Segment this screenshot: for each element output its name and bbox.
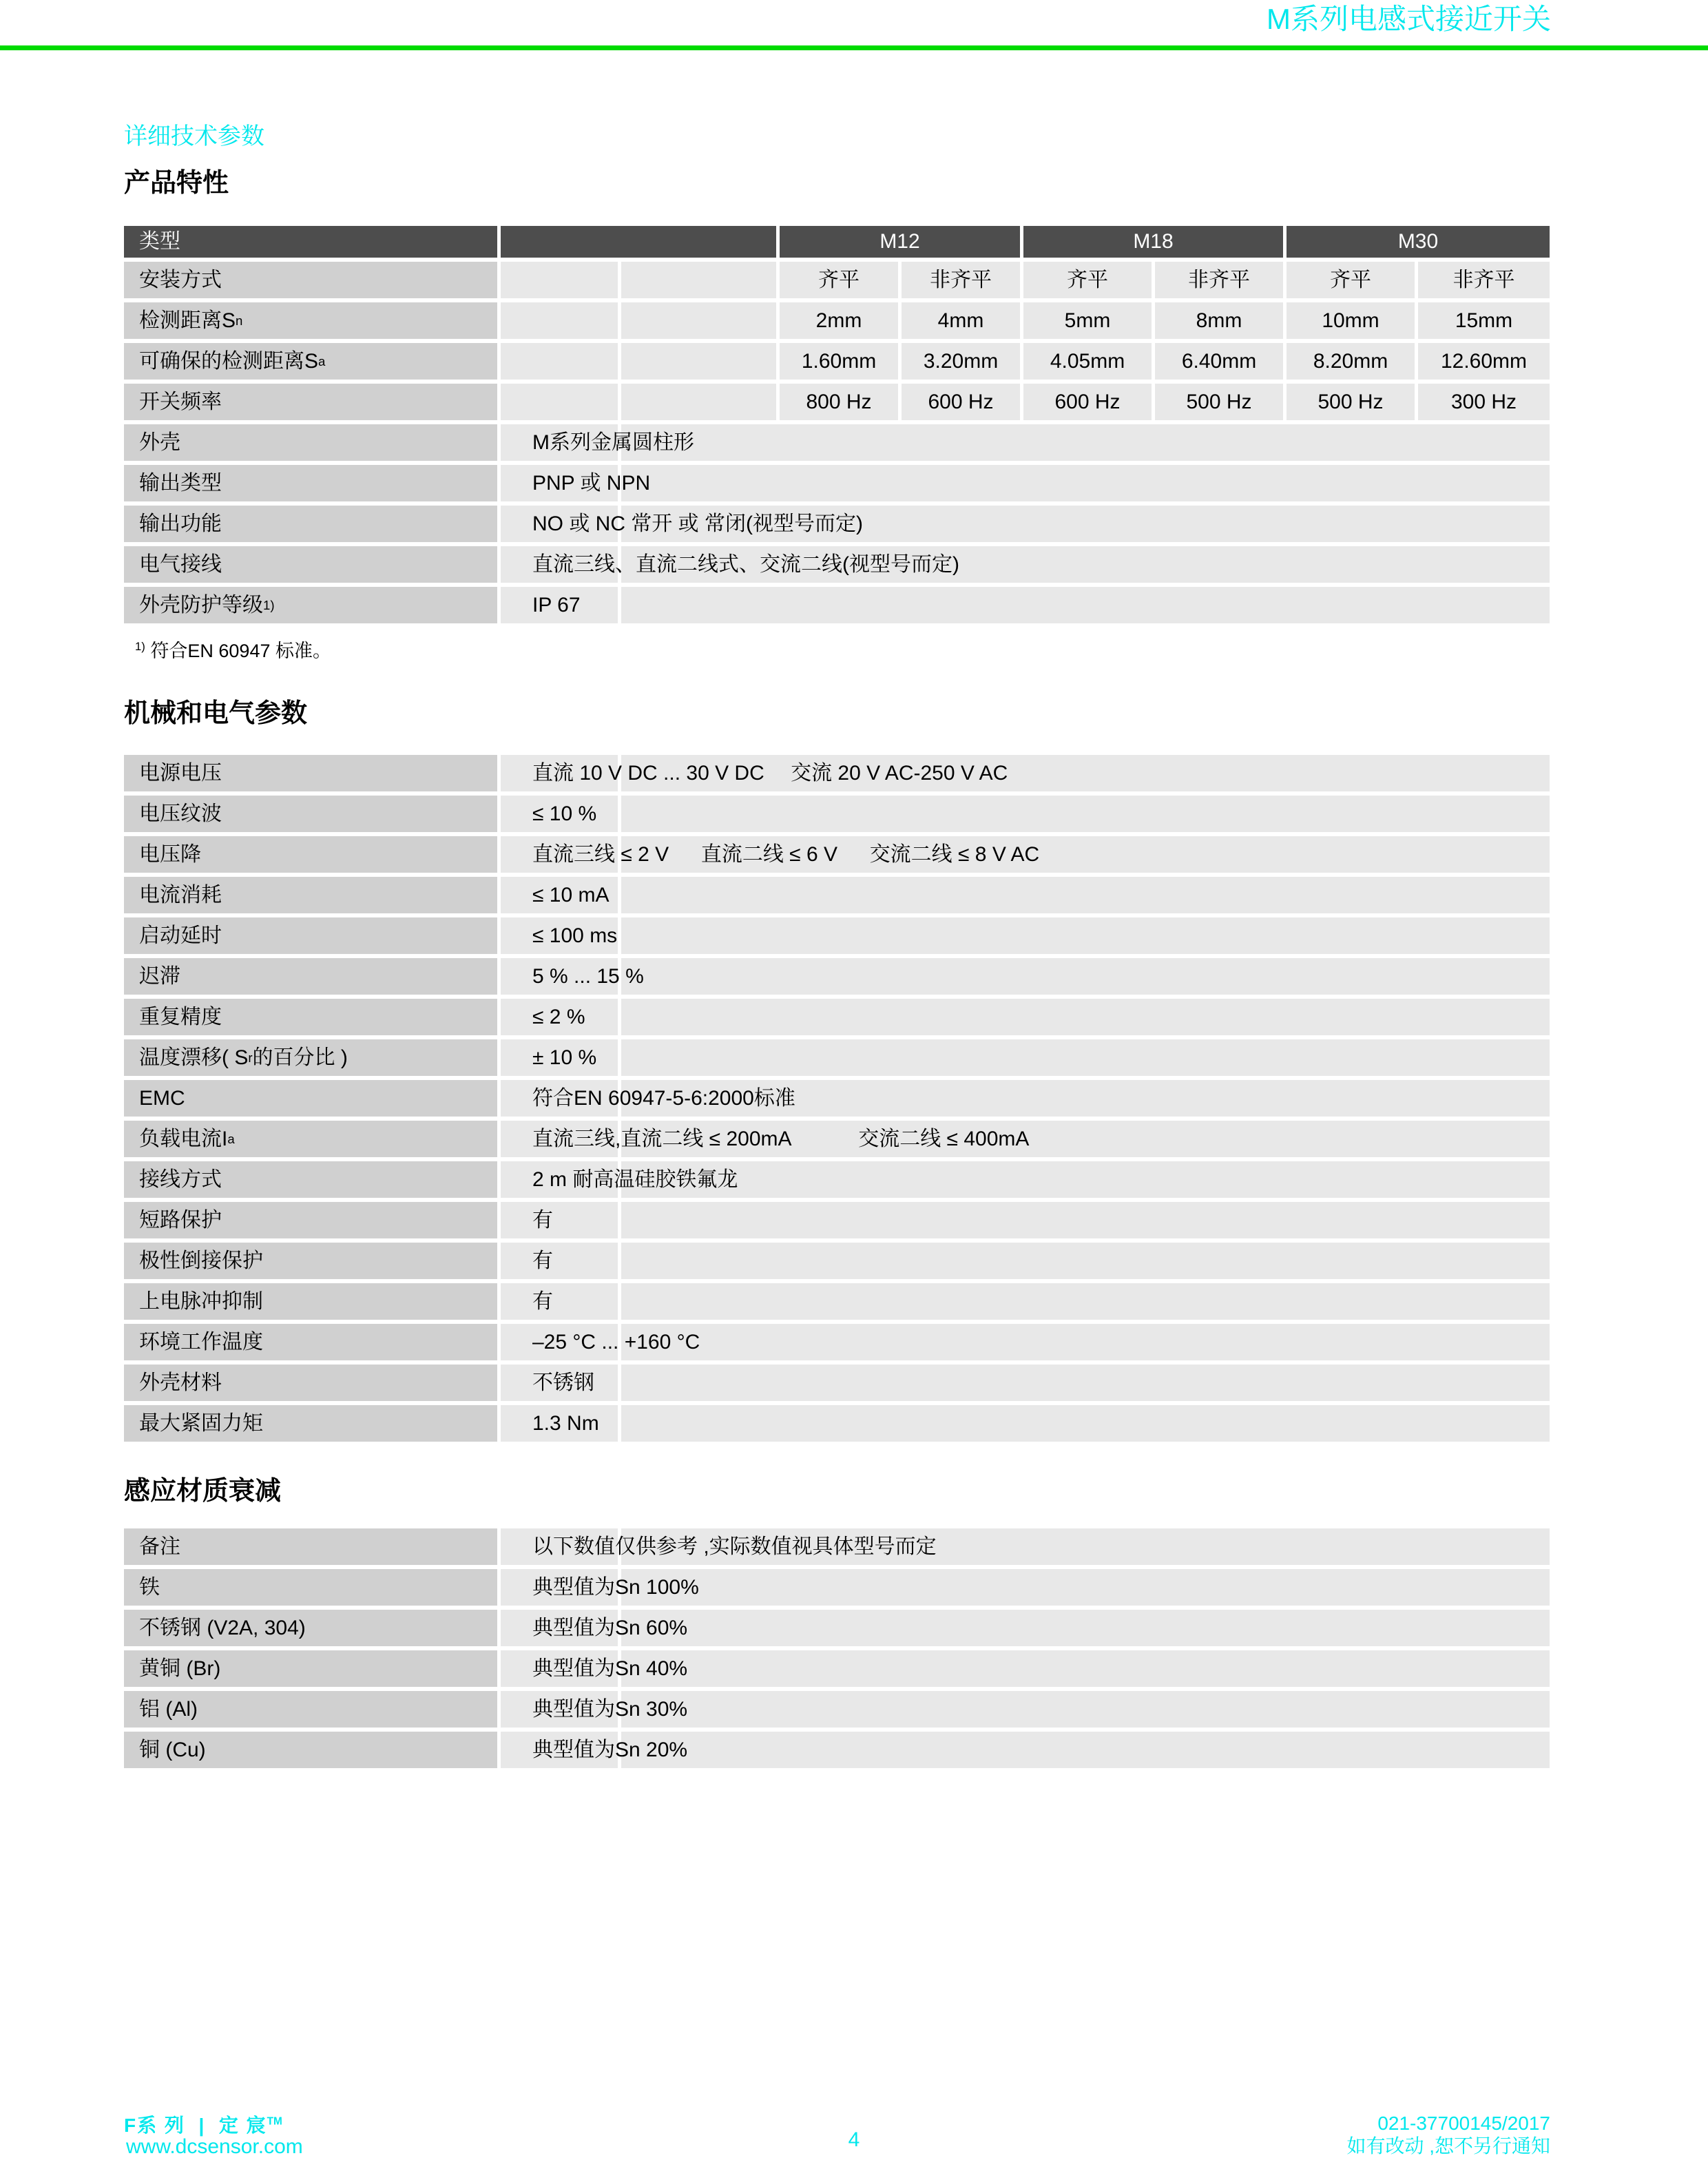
cell-value: 500 Hz bbox=[1155, 384, 1283, 420]
cell-value: 5mm bbox=[1023, 302, 1152, 339]
cell-value: NO 或 NC 常开 或 常闭(视型号而定) bbox=[501, 506, 1550, 542]
row-label: 开关频率 bbox=[124, 384, 497, 420]
page-number: 4 bbox=[848, 2128, 860, 2151]
heading-product-features: 产品特性 bbox=[124, 169, 229, 198]
cell-value: 3.20mm bbox=[902, 343, 1020, 380]
row-label: 外壳材料 bbox=[124, 1365, 497, 1401]
row-label: 电压降 bbox=[124, 836, 497, 873]
page-content bbox=[124, 0, 1550, 1768]
column-header-m18: M18 bbox=[1023, 226, 1283, 258]
heading-mech-elec-params: 机械和电气参数 bbox=[124, 699, 308, 728]
cell-value: 典型值为Sn 30% bbox=[501, 1691, 1550, 1728]
row-label: 电压纹波 bbox=[124, 796, 497, 832]
column-header-m30: M30 bbox=[1287, 226, 1550, 258]
row-label: EMC bbox=[124, 1080, 497, 1117]
footer-website-link[interactable]: www.dcsensor.com bbox=[126, 2135, 303, 2158]
cell-value: 符合EN 60947-5-6:2000标准 bbox=[501, 1080, 1550, 1117]
row-label: 铜 (Cu) bbox=[124, 1732, 497, 1768]
cell-value: 直流 10 V DC ... 30 V DC 交流 20 V AC-250 V AC bbox=[501, 755, 1550, 791]
row-label: 铝 (Al) bbox=[124, 1691, 497, 1728]
footer-contact bbox=[1346, 2112, 1550, 2157]
cell-value: 齐平 bbox=[780, 262, 898, 298]
row-label: 不锈钢 (V2A, 304) bbox=[124, 1610, 497, 1646]
table-mech-elec bbox=[124, 755, 1550, 1442]
row-label: 黄铜 (Br) bbox=[124, 1650, 497, 1687]
cell-value: 15mm bbox=[1418, 302, 1550, 339]
cell-value: 有 bbox=[501, 1243, 1550, 1279]
cell-value: 4.05mm bbox=[1023, 343, 1152, 380]
cell-value: 8mm bbox=[1155, 302, 1283, 339]
cell-value: 直流三线、直流二线式、交流二线(视型号而定) bbox=[501, 546, 1550, 583]
row-label: 输出类型 bbox=[124, 465, 497, 501]
footnote-marker: 1) bbox=[135, 640, 145, 653]
row-label: 重复精度 bbox=[124, 999, 497, 1035]
row-label: 温度漂移( S r 的百分比 ) bbox=[124, 1039, 497, 1076]
row-label: 电流消耗 bbox=[124, 877, 497, 913]
row-label: 短路保护 bbox=[124, 1202, 497, 1238]
cell-value: 5 % ... 15 % bbox=[501, 958, 1550, 995]
cell-value: ≤ 10 mA bbox=[501, 877, 1550, 913]
cell-value: 非齐平 bbox=[1418, 262, 1550, 298]
footnote: $^{1)}$ 符合EN 60947 标准。 bbox=[135, 640, 331, 661]
cell-value: 直流三线,直流二线 ≤ 200mA 交流二线 ≤ 400mA bbox=[501, 1121, 1550, 1157]
cell-value: 12.60mm bbox=[1418, 343, 1550, 380]
cell-empty bbox=[501, 384, 776, 420]
column-header-type: 类型 bbox=[124, 226, 497, 258]
cell-value: 1.3 Nm bbox=[501, 1405, 1550, 1442]
cell-value: 典型值为Sn 100% bbox=[501, 1569, 1550, 1606]
cell-value: ≤ 100 ms bbox=[501, 917, 1550, 954]
row-label: 铁 bbox=[124, 1569, 497, 1606]
cell-value: 2 m 耐高温硅胶铁氟龙 bbox=[501, 1161, 1550, 1198]
section-title-tech-params: 详细技术参数 bbox=[124, 123, 264, 149]
column-header-m12: M12 bbox=[780, 226, 1020, 258]
row-label: 最大紧固力矩 bbox=[124, 1405, 497, 1442]
cell-value: 600 Hz bbox=[902, 384, 1020, 420]
row-label: 电源电压 bbox=[124, 755, 497, 791]
row-label: 启动延时 bbox=[124, 917, 497, 954]
row-label: 极性倒接保护 bbox=[124, 1243, 497, 1279]
cell-value: 非齐平 bbox=[902, 262, 1020, 298]
table-product-features bbox=[124, 226, 1550, 623]
cell-value: ≤ 2 % bbox=[501, 999, 1550, 1035]
row-label: 电气接线 bbox=[124, 546, 497, 583]
cell-value: 6.40mm bbox=[1155, 343, 1283, 380]
cell-value: IP 67 bbox=[501, 587, 1550, 623]
footer-notice: 如有改动 ,恕不另行通知 bbox=[1346, 2135, 1550, 2157]
cell-value: 4mm bbox=[902, 302, 1020, 339]
cell-value: 有 bbox=[501, 1202, 1550, 1238]
row-label: 上电脉冲抑制 bbox=[124, 1283, 497, 1320]
cell-value: ± 10 % bbox=[501, 1039, 1550, 1076]
cell-value: 800 Hz bbox=[780, 384, 898, 420]
row-label: 备注 bbox=[124, 1528, 497, 1565]
row-label: 安装方式 bbox=[124, 262, 497, 298]
cell-value: –25 °C ... +160 °C bbox=[501, 1324, 1550, 1360]
table-material-factors bbox=[124, 1528, 1550, 1768]
cell-value: 600 Hz bbox=[1023, 384, 1152, 420]
cell-value: M系列金属圆柱形 bbox=[501, 424, 1550, 461]
cell-empty bbox=[501, 343, 776, 380]
cell-value: 有 bbox=[501, 1283, 1550, 1320]
cell-value: 8.20mm bbox=[1287, 343, 1415, 380]
cell-empty bbox=[501, 262, 776, 298]
row-label: 外壳防护等级 1) bbox=[124, 587, 497, 623]
cell-value: PNP 或 NPN bbox=[501, 465, 1550, 501]
cell-value: 2mm bbox=[780, 302, 898, 339]
document-title: M系列电感式接近开关 bbox=[1267, 3, 1551, 35]
cell-value: 典型值为Sn 20% bbox=[501, 1732, 1550, 1768]
heading-material-factors: 感应材质衰减 bbox=[124, 1477, 282, 1506]
row-label: 检测距离S n bbox=[124, 302, 497, 339]
row-label: 负载电流I a bbox=[124, 1121, 497, 1157]
cell-value: 500 Hz bbox=[1287, 384, 1415, 420]
row-label: 可确保的检测距离S a bbox=[124, 343, 497, 380]
cell-value: 300 Hz bbox=[1418, 384, 1550, 420]
cell-value: 直流三线 ≤ 2 V 直流二线 ≤ 6 V 交流二线 ≤ 8 V AC bbox=[501, 836, 1550, 873]
column-header-empty bbox=[501, 226, 776, 258]
trademark-symbol: TM bbox=[267, 2115, 282, 2128]
cell-value: 1.60mm bbox=[780, 343, 898, 380]
footer-brand: F系 列 | 定 宸™ bbox=[124, 2115, 282, 2136]
row-label: 外壳 bbox=[124, 424, 497, 461]
cell-value: ≤ 10 % bbox=[501, 796, 1550, 832]
cell-value: 典型值为Sn 40% bbox=[501, 1650, 1550, 1687]
row-label: 迟滞 bbox=[124, 958, 497, 995]
cell-value: 非齐平 bbox=[1155, 262, 1283, 298]
row-label: 输出功能 bbox=[124, 506, 497, 542]
cell-empty bbox=[501, 302, 776, 339]
footer-phone-doc: 021-37700145/2017 bbox=[1377, 2113, 1550, 2134]
cell-value: 不锈钢 bbox=[501, 1365, 1550, 1401]
cell-value: 齐平 bbox=[1023, 262, 1152, 298]
cell-value: 典型值为Sn 60% bbox=[501, 1610, 1550, 1646]
row-label: 环境工作温度 bbox=[124, 1324, 497, 1360]
row-label: 接线方式 bbox=[124, 1161, 497, 1198]
cell-value: 以下数值仅供参考 ,实际数值视具体型号而定 bbox=[501, 1528, 1550, 1565]
cell-value: 10mm bbox=[1287, 302, 1415, 339]
cell-value: 齐平 bbox=[1287, 262, 1415, 298]
